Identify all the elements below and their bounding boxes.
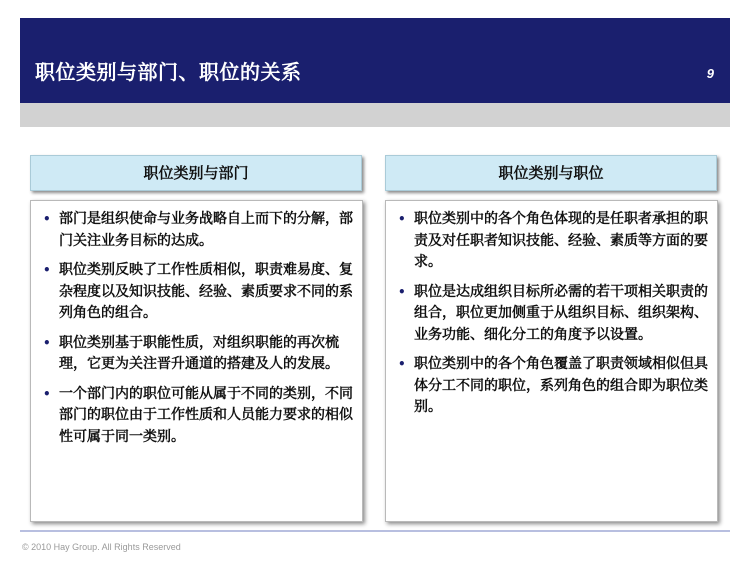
list-item bbox=[39, 209, 354, 252]
bullet-list-positions bbox=[394, 209, 709, 419]
list-item bbox=[394, 209, 709, 274]
bullet-icon: • bbox=[398, 284, 406, 299]
copyright-notice: © 2010 Hay Group. All Rights Reserved bbox=[22, 542, 181, 552]
panel-departments bbox=[30, 200, 363, 522]
list-item bbox=[39, 260, 354, 325]
page-number: 9 bbox=[706, 66, 714, 81]
list-item bbox=[39, 384, 354, 449]
list-item bbox=[39, 333, 354, 376]
bullet-text: 一个部门内的职位可能从属于不同的类别，不同部门的职位由于工作性质和人员能力要求的相似性可属于同一类别。 bbox=[59, 385, 353, 445]
bullet-list-departments bbox=[39, 209, 354, 448]
bullet-icon: • bbox=[43, 212, 51, 226]
bullet-text: 职位类别中的各个角色体现的是任职者承担的职责及对任职者知识技能、经验、素质等方面的要求。 bbox=[414, 211, 708, 270]
title-banner bbox=[20, 18, 730, 103]
bullet-icon: • bbox=[43, 386, 51, 401]
panel-positions bbox=[385, 200, 718, 522]
bullet-text: 职位是达成组织目标所必需的若干项相关职责的组合，职位更加侧重于从组织目标、组织架构、业务功能、细化分工的角度予以设置。 bbox=[414, 283, 708, 343]
bullet-text: 职位类别反映了工作性质相似，职责难易度、复杂程度以及知识技能、经验、素质要求不同的系列角色的组合。 bbox=[59, 262, 353, 321]
bullet-icon: • bbox=[43, 335, 51, 350]
bullet-icon: • bbox=[43, 263, 51, 277]
bullet-icon: • bbox=[398, 212, 406, 226]
bullet-text: 部门是组织使命与业务战略自上而下的分解，部门关注业务目标的达成。 bbox=[59, 211, 353, 249]
header-subbar bbox=[20, 103, 730, 127]
column-heading-departments: 职位类别与部门 bbox=[30, 155, 362, 191]
column-heading-positions: 职位类别与职位 bbox=[385, 155, 717, 191]
bullet-text: 职位类别中的各个角色覆盖了职责领域相似但具体分工不同的职位，系列角色的组合即为职位类别。 bbox=[414, 356, 708, 415]
slide-title: 职位类别与部门、职位的关系 bbox=[35, 60, 302, 84]
bullet-text: 职位类别基于职能性质，对组织职能的再次梳理，它更为关注晋升通道的搭建及人的发展。 bbox=[59, 334, 339, 372]
list-item bbox=[394, 354, 709, 419]
bullet-icon: • bbox=[398, 357, 406, 371]
list-item bbox=[394, 282, 709, 347]
footer-divider bbox=[20, 530, 730, 532]
